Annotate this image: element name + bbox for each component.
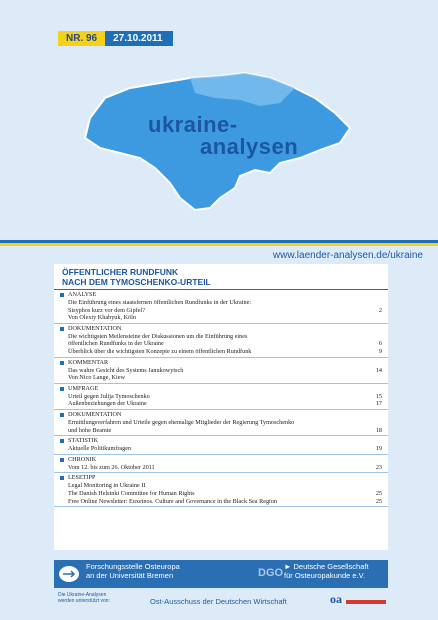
bullet-square-icon	[60, 439, 64, 443]
contents-entry	[54, 393, 388, 401]
website-link[interactable]: www.laender-analysen.de/ukraine	[272, 250, 423, 261]
oa-logo-rule	[346, 600, 386, 604]
dgo-label	[284, 562, 369, 580]
contents-entry	[54, 445, 388, 453]
issue-bar	[58, 31, 173, 46]
page-number	[376, 333, 382, 341]
logo-line-2: analysen	[200, 134, 299, 159]
issue-number: NR. 96	[58, 31, 105, 46]
section-heading-text: CHRONIK	[68, 455, 97, 463]
contents-section	[54, 455, 388, 474]
contents-box	[54, 264, 388, 550]
contents-section	[54, 358, 388, 384]
section-heading-text: KOMMENTAR	[68, 358, 109, 366]
section-heading	[54, 385, 388, 393]
section-heading	[54, 474, 388, 482]
dgo-line-2: für Osteuropakunde e.V.	[284, 571, 366, 580]
fso-logo-icon	[58, 564, 80, 584]
section-heading	[54, 359, 388, 367]
support-note	[58, 592, 110, 604]
entry-text: Die Einführung eines staatsfernen öffentlichen Rundfunks in der Ukraine:	[68, 299, 252, 306]
contents-section	[54, 384, 388, 410]
section-heading-text: DOKUMENTATION	[68, 410, 122, 418]
contents-entry	[54, 400, 388, 408]
oa-logo: oa	[330, 592, 342, 606]
page-number: 17	[375, 400, 382, 408]
contents-section	[54, 290, 388, 324]
entry-text: Sisyphos kurz vor dem Gipfel?	[68, 306, 145, 314]
contents-entry	[54, 490, 388, 498]
bullet-square-icon	[60, 387, 64, 391]
contents-section	[54, 410, 388, 436]
oa-label: Ost-Ausschuss der Deutschen Wirtschaft	[150, 597, 287, 606]
bullet-square-icon	[60, 293, 64, 297]
support-line-1: Die Ukraine-Analysen	[58, 592, 107, 598]
entry-text: Vom 12. bis zum 26. Oktober 2011	[68, 463, 155, 471]
contents-entry	[54, 427, 388, 435]
bullet-square-icon	[60, 327, 64, 331]
bullet-square-icon	[60, 361, 64, 365]
section-heading-text: UMFRAGE	[68, 384, 99, 392]
fso-line-2: an der Universität Bremen	[86, 571, 174, 580]
contents-entry	[54, 299, 388, 307]
contents-entry	[54, 374, 388, 382]
entry-text: und hohe Beamte	[68, 426, 112, 434]
page-number: 14	[375, 366, 382, 374]
contents-entry	[54, 498, 388, 506]
headline-line-2: NACH DEM TYMOSCHENKO-URTEIL	[62, 277, 211, 287]
contents-section	[54, 436, 388, 455]
page-number: 19	[375, 445, 382, 453]
contents-list	[54, 290, 388, 507]
page-number	[376, 419, 382, 427]
contents-section	[54, 473, 388, 507]
headline-line-1: ÖFFENTLICHER RUNDFUNK	[62, 267, 179, 277]
contents-entry	[54, 482, 388, 490]
entry-text: Die wichtigsten Meilensteine der Diskussionen um die Einführung eines	[68, 332, 248, 340]
support-line-2: werden unterstützt von:	[58, 598, 110, 604]
section-heading-text: LESETIPP	[68, 474, 96, 482]
page-number: 6	[378, 340, 382, 348]
page-number: 9	[378, 347, 382, 355]
contents-entry	[54, 367, 388, 375]
issue-date: 27.10.2011	[105, 31, 173, 46]
bullet-square-icon	[60, 476, 64, 480]
entry-text: Free Online Newsletter: Euxeinos. Culture and Governance in the Black Sea Region	[68, 497, 277, 505]
fso-label	[86, 562, 180, 580]
entry-text: Legal Monitoring in Ukraine II	[68, 482, 146, 490]
dgo-logo: DGO	[258, 567, 284, 579]
entry-text: Das wahre Gesicht des Systems Janukowytsch	[68, 366, 184, 374]
section-heading-text: STATISTIK	[68, 437, 99, 445]
contents-entry	[54, 307, 388, 315]
section-heading-text: DOKUMENTATION	[68, 324, 122, 332]
entry-text: Außenbeziehungen der Ukraine	[68, 400, 147, 408]
entry-text: Ermittlungsverfahren und Urteile gegen ehemalige Mitglieder der Regierung Tymoschenko	[68, 418, 295, 426]
section-heading	[54, 456, 388, 464]
entry-text: Aktuelle Politikumfragen	[68, 445, 132, 453]
fso-line-1: Forschungsstelle Osteuropa	[86, 562, 180, 571]
cover	[0, 0, 438, 240]
contents-section	[54, 324, 388, 358]
contents-entry	[54, 348, 388, 356]
contents-entry	[54, 464, 388, 472]
entry-text: Von Olexiy Khabyuk, Köln	[68, 314, 136, 322]
bullet-square-icon	[60, 413, 64, 417]
entry-text: Von Nico Lange, Kiew	[68, 374, 125, 382]
section-heading	[54, 291, 388, 299]
section-heading	[54, 437, 388, 445]
dgo-line-1: ► Deutsche Gesellschaft	[284, 562, 369, 571]
page-number: 2	[378, 306, 382, 314]
page-number: 15	[375, 392, 382, 400]
entry-text: Überblick über die wichtigsten Konzepte zu einem öffentlichen Rundfunk	[68, 347, 252, 355]
page-number: 18	[375, 426, 382, 434]
page-number	[376, 374, 382, 382]
entry-text: Urteil gegen Julija Tymoschenko	[68, 392, 150, 400]
section-heading	[54, 325, 388, 333]
page-number	[376, 314, 382, 322]
page-number	[376, 482, 382, 490]
page-number	[376, 299, 382, 307]
headline	[54, 264, 388, 290]
section-heading	[54, 411, 388, 419]
logo-line-1: ukraine-	[148, 112, 238, 137]
entry-text: The Danish Helsinki Committee for Human Rights	[68, 489, 195, 497]
contents-entry	[54, 314, 388, 322]
contents-entry	[54, 333, 388, 341]
entry-text: öffentlichen Rundfunks in der Ukraine	[68, 340, 164, 348]
page-number: 23	[375, 463, 382, 471]
bullet-square-icon	[60, 458, 64, 462]
contents-entry	[54, 340, 388, 348]
page-number: 25	[375, 489, 382, 497]
page-number: 25	[375, 497, 382, 505]
section-heading-text: ANALYSE	[68, 291, 97, 298]
yellow-stripe	[0, 243, 438, 246]
contents-entry	[54, 419, 388, 427]
